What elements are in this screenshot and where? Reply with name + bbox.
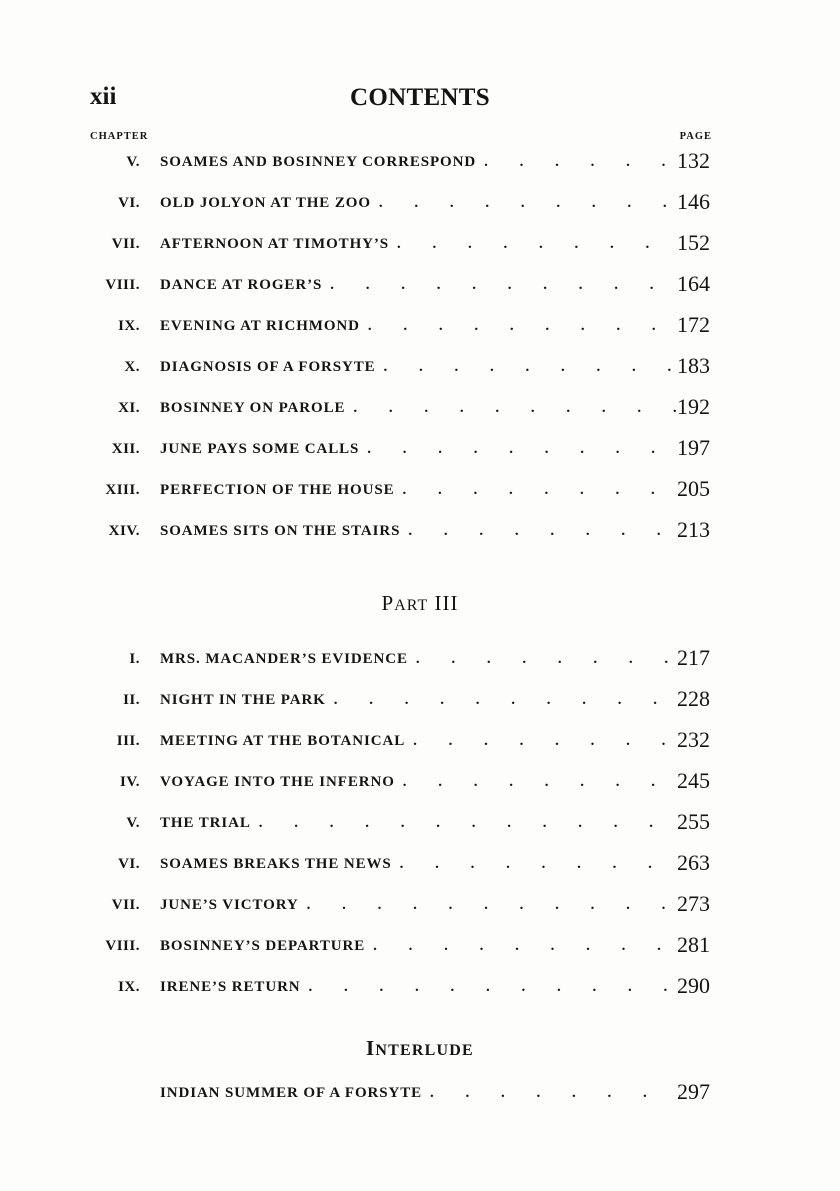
chapter-title-line	[160, 236, 680, 253]
chapter-title: PERFECTION OF THE HOUSE	[160, 482, 395, 498]
chapter-column-label: CHAPTER	[90, 131, 149, 142]
chapter-number: VIII.	[105, 938, 140, 954]
toc-entry	[0, 923, 840, 963]
toc-entry	[0, 882, 840, 922]
page-reference: 172	[677, 312, 710, 337]
dot-leader	[400, 856, 680, 873]
chapter-title: SOAMES SITS ON THE STAIRS	[160, 523, 401, 539]
dot-leader	[408, 523, 680, 540]
chapter-title: JUNE PAYS SOME CALLS	[160, 441, 360, 457]
toc-entry	[0, 1070, 840, 1110]
dot-leader	[259, 815, 680, 832]
chapter-title: BOSINNEY’S DEPARTURE	[160, 938, 366, 954]
chapter-number: IX.	[118, 318, 140, 334]
dot-leader	[368, 318, 680, 335]
chapter-title-line	[160, 651, 680, 668]
chapter-title: INDIAN SUMMER OF A FORSYTE	[160, 1085, 423, 1101]
dot-leader	[307, 897, 680, 914]
chapter-title-line	[160, 400, 680, 417]
chapter-title: SOAMES BREAKS THE NEWS	[160, 856, 392, 872]
dot-leader	[416, 651, 680, 668]
running-head: CONTENTS	[350, 84, 490, 111]
page-reference: 232	[677, 727, 710, 752]
dot-leader	[397, 236, 680, 253]
page-reference: 273	[677, 891, 710, 916]
chapter-title: DIAGNOSIS OF A FORSYTE	[160, 359, 376, 375]
chapter-title-line	[160, 195, 680, 212]
dot-leader	[330, 277, 680, 294]
chapter-title-line	[160, 856, 680, 873]
chapter-title-line	[160, 441, 680, 458]
toc-entry	[0, 180, 840, 220]
dot-leader	[413, 733, 680, 750]
chapter-title: AFTERNOON AT TIMOTHY’S	[160, 236, 390, 252]
page-reference: 205	[677, 476, 710, 501]
toc-entry	[0, 800, 840, 840]
chapter-number: II.	[123, 692, 140, 708]
chapter-title: BOSINNEY ON PAROLE	[160, 400, 346, 416]
toc-entry	[0, 964, 840, 1004]
page-reference: 164	[677, 271, 710, 296]
page-number: xii	[90, 83, 117, 110]
part-heading: PART III	[381, 591, 459, 615]
toc-entry	[0, 139, 840, 179]
toc-entry	[0, 636, 840, 676]
chapter-title-line	[160, 774, 680, 791]
toc-entry	[0, 677, 840, 717]
chapter-number: VI.	[118, 195, 140, 211]
page-reference: 255	[677, 809, 710, 834]
chapter-title: MEETING AT THE BOTANICAL	[160, 733, 406, 749]
chapter-number: VIII.	[105, 277, 140, 293]
toc-entry	[0, 841, 840, 881]
toc-entry	[0, 718, 840, 758]
chapter-number: XI.	[118, 400, 140, 416]
chapter-number: V.	[126, 154, 140, 170]
chapter-title-line	[160, 692, 680, 709]
page-reference: 213	[677, 517, 710, 542]
chapter-number: V.	[126, 815, 140, 831]
chapter-title-line	[160, 523, 680, 540]
page-column-label: PAGE	[679, 131, 712, 142]
chapter-title: SOAMES AND BOSINNEY CORRESPOND	[160, 154, 477, 170]
page-reference: 228	[677, 686, 710, 711]
page-reference: 290	[677, 973, 710, 998]
chapter-number: IX.	[118, 979, 140, 995]
dot-leader	[403, 774, 680, 791]
chapter-title-line	[160, 482, 680, 499]
dot-leader	[379, 195, 680, 212]
chapter-title: JUNE’S VICTORY	[160, 897, 299, 913]
page-reference: 245	[677, 768, 710, 793]
chapter-title-line	[160, 359, 680, 376]
dot-leader	[334, 692, 680, 709]
toc-entry	[0, 467, 840, 507]
dot-leader	[367, 441, 680, 458]
chapter-title-line	[160, 897, 680, 914]
page-reference: 217	[677, 645, 710, 670]
toc-entry	[0, 426, 840, 466]
chapter-title: OLD JOLYON AT THE ZOO	[160, 195, 371, 211]
chapter-title-line	[160, 979, 680, 996]
chapter-title: VOYAGE INTO THE INFERNO	[160, 774, 395, 790]
toc-entry	[0, 262, 840, 302]
chapter-title-line	[160, 938, 680, 955]
page-reference: 183	[677, 353, 710, 378]
toc-entry	[0, 221, 840, 261]
chapter-title: EVENING AT RICHMOND	[160, 318, 360, 334]
dot-leader	[384, 359, 680, 376]
chapter-title-line	[160, 277, 680, 294]
page-reference: 146	[677, 189, 710, 214]
chapter-title-line	[160, 1085, 680, 1102]
dot-leader	[403, 482, 681, 499]
toc-entry	[0, 759, 840, 799]
dot-leader	[430, 1085, 680, 1102]
chapter-title: DANCE AT ROGER’S	[160, 277, 323, 293]
toc-entry	[0, 303, 840, 343]
chapter-title: THE TRIAL	[160, 815, 251, 831]
chapter-number: VII.	[111, 897, 140, 913]
page-reference: 192	[677, 394, 710, 419]
chapter-number: VI.	[118, 856, 140, 872]
toc-entry	[0, 508, 840, 548]
toc-entry	[0, 344, 840, 384]
dot-leader	[373, 938, 680, 955]
chapter-title: NIGHT IN THE PARK	[160, 692, 326, 708]
chapter-title: MRS. MACANDER’S EVIDENCE	[160, 651, 408, 667]
chapter-number: IV.	[120, 774, 140, 790]
page-reference: 197	[677, 435, 710, 460]
page-reference: 132	[677, 148, 710, 173]
page-reference: 297	[677, 1079, 710, 1104]
chapter-number: X.	[124, 359, 140, 375]
page-reference: 263	[677, 850, 710, 875]
dot-leader	[484, 154, 680, 171]
dot-leader	[309, 979, 680, 996]
chapter-title: IRENE’S RETURN	[160, 979, 301, 995]
page-reference: 281	[677, 932, 710, 957]
chapter-title-line	[160, 733, 680, 750]
chapter-number: XII.	[111, 441, 140, 457]
chapter-title-line	[160, 154, 680, 171]
chapter-number: III.	[116, 733, 140, 749]
chapter-number: XIV.	[108, 523, 140, 539]
page-reference: 152	[677, 230, 710, 255]
toc-entry	[0, 385, 840, 425]
chapter-number: I.	[129, 651, 140, 667]
chapter-number: VII.	[111, 236, 140, 252]
dot-leader	[353, 400, 680, 417]
chapter-number: XIII.	[105, 482, 140, 498]
chapter-title-line	[160, 815, 680, 832]
interlude-heading: INTERLUDE	[366, 1036, 474, 1060]
chapter-title-line	[160, 318, 680, 335]
